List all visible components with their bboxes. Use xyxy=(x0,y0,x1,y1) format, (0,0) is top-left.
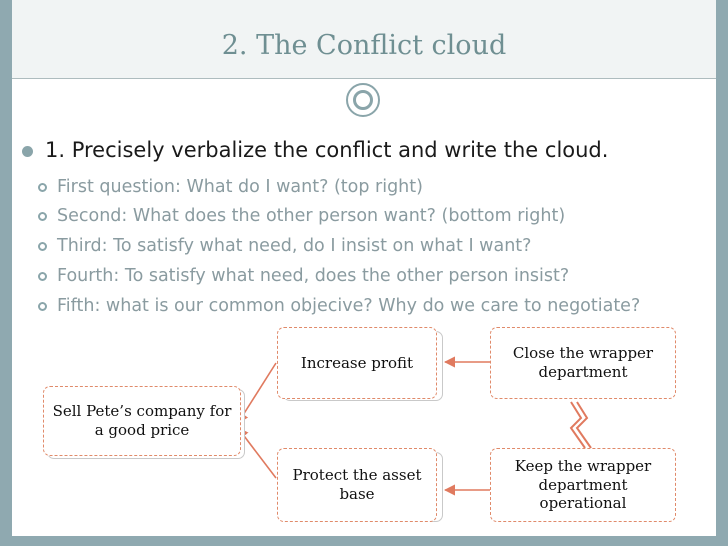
bottom-band xyxy=(0,536,728,546)
need-bottom-text: Protect the asset base xyxy=(292,466,422,503)
need-top-box xyxy=(277,327,437,399)
sub-bullet-text: Third: To satisfy what need, do I insist on what I want? xyxy=(57,236,532,256)
objective-box xyxy=(43,386,241,456)
main-bullet-text: 1. Precisely verbalize the conflict and write the cloud. xyxy=(45,138,609,162)
slide-title: 2. The Conflict cloud xyxy=(221,30,507,61)
want-bottom-box xyxy=(490,448,676,522)
want-top-text: Close the wrapper department xyxy=(512,344,654,381)
sub-bullet-text: Fifth: what is our common objecive? Why do we care to negotiate? xyxy=(57,296,641,316)
sub-bullet-text: First question: What do I want? (top right) xyxy=(57,177,423,197)
need-bottom-box xyxy=(277,448,437,522)
want-top-box xyxy=(490,327,676,399)
objective-text: Sell Pete’s company for a good price xyxy=(52,402,232,439)
sub-bullet-text: Second: What does the other person want? (bottom right) xyxy=(57,206,566,226)
sub-bullet-text: Fourth: To satisfy what need, does the other person insist? xyxy=(57,266,570,286)
want-bottom-text: Keep the wrapper department operational xyxy=(514,456,652,513)
need-top-text: Increase profit xyxy=(300,353,414,372)
conflict-lightning-icon xyxy=(571,402,585,448)
